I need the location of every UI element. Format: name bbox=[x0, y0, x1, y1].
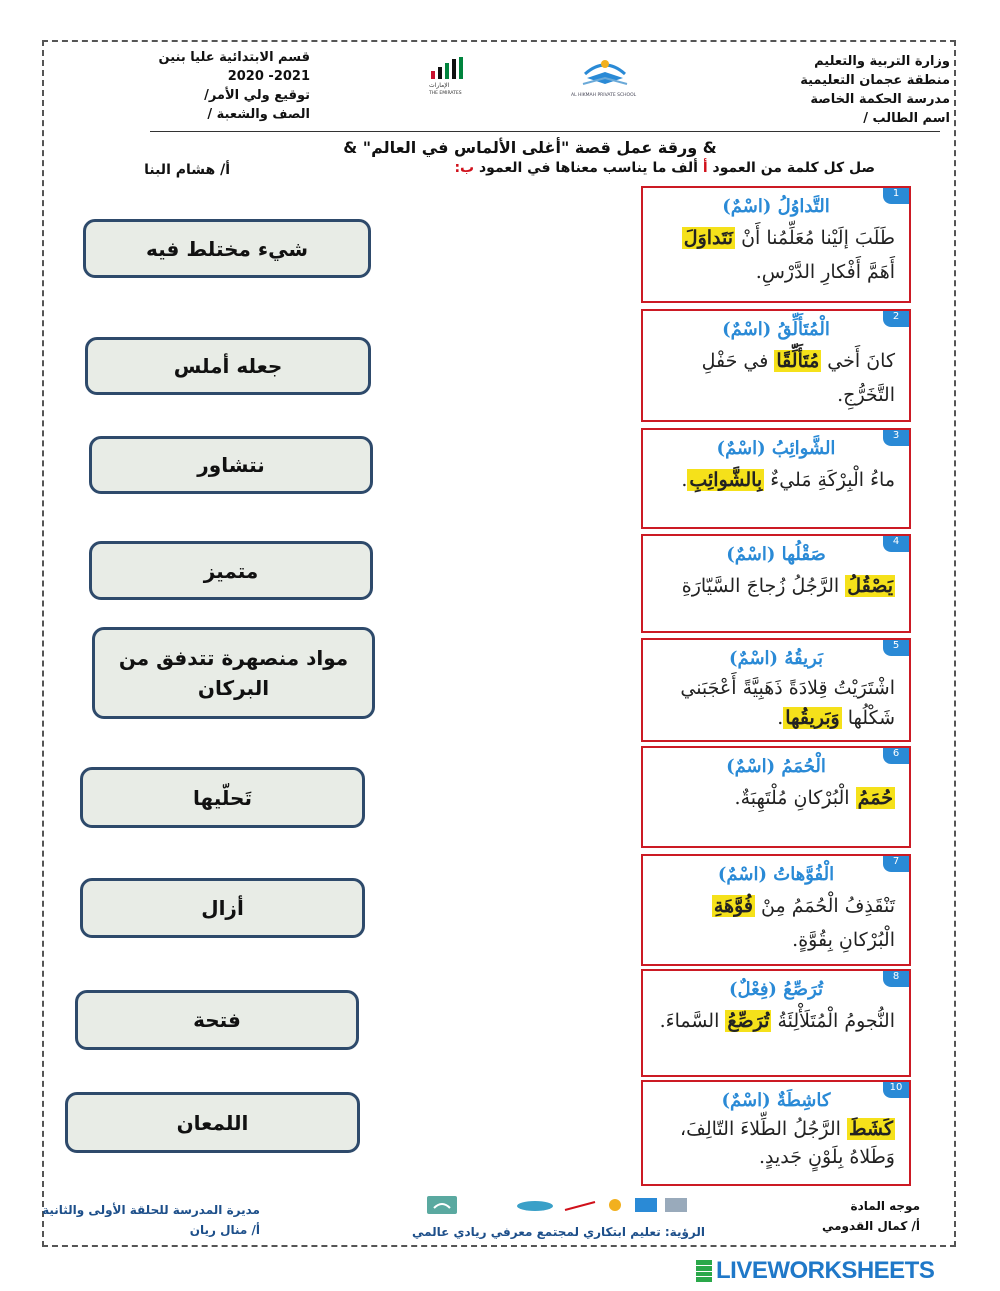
card-number: 6 bbox=[883, 748, 909, 764]
card-number: 4 bbox=[883, 536, 909, 552]
word-card-2[interactable] bbox=[641, 309, 911, 422]
meaning-box-7[interactable]: أزال bbox=[80, 878, 365, 938]
card-sentence: كانَ أَخي مُتَأَلِّقًا في حَفْلِ التَّخَرُّجِ. bbox=[701, 350, 895, 406]
card-word: التَّداوُلُ (اسْمٌ) bbox=[722, 196, 830, 217]
meaning-box-8[interactable]: فتحة bbox=[75, 990, 359, 1050]
liveworksheets-icon bbox=[696, 1260, 712, 1282]
word-card-4[interactable] bbox=[641, 534, 911, 633]
principal-block bbox=[42, 1200, 260, 1240]
meaning-box-2[interactable]: جعله أملس bbox=[85, 337, 371, 395]
liveworksheets-brand bbox=[696, 1258, 996, 1284]
card-number: 8 bbox=[883, 971, 909, 987]
card-sentence: طَلَبَ إلَيْنا مُعَلِّمُنا أَنْ نَتَداوَلَ أَهَمَّ أَفْكارِ الدَّرْسِ. bbox=[683, 227, 895, 283]
card-word: الْحُمَمُ (اسْمٌ) bbox=[726, 756, 826, 777]
header-divider bbox=[150, 131, 940, 132]
student-name-label: اسم الطالب / bbox=[863, 111, 950, 126]
card-sentence: ماءُ الْبِرْكَةِ مَليءٌ بِالشَّوائِبِ. bbox=[681, 469, 895, 491]
guardian-signature-label: توقيع ولي الأمر/ bbox=[204, 88, 310, 103]
department-label: قسم الابتدائية عليا بنين bbox=[158, 50, 310, 65]
column-b-letter: ب: bbox=[454, 160, 475, 176]
brand-name: LIVEWORKSHEETS bbox=[716, 1257, 935, 1284]
card-word: الْفُوَّهاتُ (اسْمٌ) bbox=[717, 864, 835, 885]
card-word: بَريقُهُ (اسْمٌ) bbox=[728, 648, 824, 669]
meaning-box-9[interactable]: اللمعان bbox=[65, 1092, 360, 1153]
school-year: 2021- 2020 bbox=[227, 69, 310, 84]
teacher-name: أ/ هشام البنا bbox=[144, 162, 230, 178]
card-word: صَقْلُها (اسْمٌ) bbox=[726, 544, 826, 565]
meaning-box-1[interactable]: شيء مختلط فيه bbox=[83, 219, 371, 278]
supervisor-title: موجه المادة bbox=[850, 1199, 920, 1213]
supervisor-block bbox=[800, 1196, 920, 1236]
word-card-3[interactable] bbox=[641, 428, 911, 529]
meaning-box-4[interactable]: متميز bbox=[89, 541, 373, 600]
zone-name: منطقة عجمان التعليمية bbox=[800, 73, 950, 88]
card-sentence: النُّجومُ الْمُتَلَأْلِئَةُ تُرَصِّعُ السَّماءَ. bbox=[659, 1010, 895, 1032]
word-card-5[interactable] bbox=[641, 638, 911, 742]
card-word: الشَّوائِبُ (اسْمٌ) bbox=[716, 438, 836, 459]
supervisor-name: أ/ كمال القدومي bbox=[821, 1219, 920, 1233]
school-logo bbox=[565, 52, 645, 100]
word-card-9[interactable] bbox=[641, 1080, 911, 1186]
card-highlight: كَشَطَ bbox=[848, 1118, 893, 1140]
word-card-7[interactable] bbox=[641, 854, 911, 966]
card-number: 5 bbox=[883, 640, 909, 656]
card-highlight: وَبَريقُها bbox=[785, 707, 840, 729]
card-sentence: كَشَطَ الرَّجُلُ الطِّلاءَ التّالِفَ، وَطَلاهُ بِلَوْنٍ جَديدٍ. bbox=[680, 1118, 895, 1168]
column-a-letter: أ bbox=[702, 160, 708, 176]
instruction-part-2: ألف ما يناسب معناها في العمود bbox=[478, 160, 698, 176]
svg-text:الإمارات: الإمارات bbox=[429, 82, 450, 89]
card-sentence: تَنْقَذِفُ الْحُمَمُ مِنْ فُوَّهَةِ الْبُرْكانِ بِقُوَّةٍ. bbox=[713, 895, 895, 951]
vision-statement: الرؤية: تعليم ابتكاري لمجتمع معرفي ريادي عالمي bbox=[411, 1225, 705, 1239]
principal-title: مديرة المدرسة للحلقة الأولى والثانية bbox=[42, 1203, 260, 1217]
uae-logo-text: THE EMIRATES bbox=[429, 91, 462, 95]
card-highlight: فُوَّهَةِ bbox=[713, 895, 753, 917]
ministry-name: وزارة التربية والتعليم bbox=[814, 54, 950, 69]
card-highlight: تُرَصِّعُ bbox=[727, 1010, 770, 1032]
meaning-box-5[interactable]: مواد منصهرة تتدفق من البركان bbox=[92, 627, 375, 719]
instruction-line bbox=[400, 160, 875, 176]
card-highlight: نَتَداوَلَ bbox=[683, 227, 734, 249]
uae-logo bbox=[425, 55, 475, 95]
card-sentence: حُمَمُ الْبُرْكانِ مُلْتَهِبَةٌ. bbox=[734, 787, 893, 809]
header-class-block bbox=[150, 48, 310, 124]
footer-logos bbox=[425, 1194, 695, 1216]
instruction-part-1: صل كل كلمة من العمود bbox=[712, 160, 875, 176]
card-word: تُرَصِّعُ (فِعْلٌ) bbox=[728, 979, 824, 1000]
card-highlight: مُتَأَلِّقًا bbox=[776, 350, 820, 372]
card-number: 10 bbox=[883, 1082, 909, 1098]
card-highlight: يَصْقُلُ bbox=[847, 575, 893, 597]
school-name: مدرسة الحكمة الخاصة bbox=[810, 92, 950, 107]
principal-name: أ/ منال ريان bbox=[189, 1223, 260, 1237]
header-ministry-block bbox=[770, 52, 950, 128]
card-sentence: يَصْقُلُ الرَّجُلُ زُجاجَ السَّيّارَةِ bbox=[681, 575, 893, 597]
class-section-label: الصف والشعبة / bbox=[207, 107, 310, 122]
meaning-box-3[interactable]: نتشاور bbox=[89, 436, 373, 494]
card-highlight: بِالشَّوائِبِ bbox=[689, 469, 763, 491]
card-highlight: حُمَمُ bbox=[857, 787, 893, 809]
card-word: كاشِطَةٌ (اسْمٌ) bbox=[721, 1090, 831, 1111]
word-card-1[interactable] bbox=[641, 186, 911, 303]
card-number: 3 bbox=[883, 430, 909, 446]
worksheet-title: & ورقة عمل قصة "أغلى الألماس في العالم" & bbox=[343, 138, 717, 157]
card-sentence: اشْتَرَيْتُ قِلادَةً ذَهَبِيَّةً أَعْجَبَني شَكْلُها وَبَريقُها. bbox=[680, 677, 895, 729]
card-number: 2 bbox=[883, 311, 909, 327]
meaning-box-6[interactable]: تَحلّيها bbox=[80, 767, 365, 828]
card-number: 7 bbox=[883, 856, 909, 872]
word-card-8[interactable] bbox=[641, 969, 911, 1077]
card-word: الْمُتَأَلِّقُ (اسْمٌ) bbox=[722, 319, 830, 340]
card-number: 1 bbox=[883, 188, 909, 204]
school-logo-text: AL HIKMAH PRIVATE SCHOOL bbox=[571, 93, 637, 98]
word-card-6[interactable] bbox=[641, 746, 911, 848]
